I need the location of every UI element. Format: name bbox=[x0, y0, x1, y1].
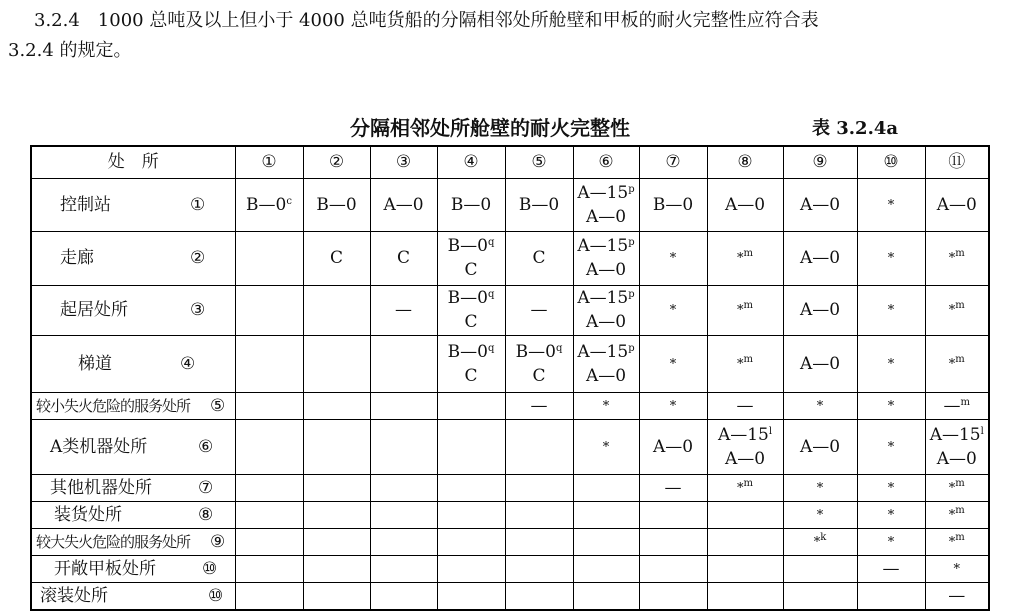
table-row bbox=[31, 285, 989, 335]
intro-line-1: 3.2.4 1000 总吨及以上但小于 4000 总吨货船的分隔相邻处所舱壁和甲板的耐火完整性应符合表 bbox=[34, 10, 819, 31]
row-name: A类机器处所 bbox=[50, 436, 148, 457]
col-header-4: ④ bbox=[437, 146, 505, 178]
row-name: 走廊 bbox=[60, 248, 94, 268]
cell-footnote: m bbox=[955, 477, 965, 489]
cell-value: B—0 bbox=[515, 341, 556, 362]
table-cell bbox=[783, 528, 857, 555]
row-number: ⑨ bbox=[210, 531, 226, 552]
table-row bbox=[31, 582, 989, 610]
table-cell bbox=[573, 582, 639, 610]
table-cell bbox=[437, 231, 505, 285]
table-caption bbox=[0, 112, 1021, 140]
cell-value: * bbox=[948, 480, 956, 496]
table-cell bbox=[707, 582, 783, 610]
table-cell bbox=[437, 335, 505, 392]
table-cell bbox=[303, 528, 370, 555]
table-cell bbox=[303, 335, 370, 392]
cell-value: * bbox=[887, 439, 895, 455]
col-header-5: ⑤ bbox=[505, 146, 573, 178]
table-cell bbox=[437, 501, 505, 528]
table-cell bbox=[437, 178, 505, 231]
table-row bbox=[31, 528, 989, 555]
table-cell bbox=[505, 285, 573, 335]
row-number: ② bbox=[190, 248, 206, 268]
table-cell bbox=[639, 501, 707, 528]
cell-value: * bbox=[887, 356, 895, 372]
cell-value: A—15 bbox=[717, 424, 769, 445]
row-header-5 bbox=[31, 392, 235, 419]
table-cell bbox=[925, 419, 989, 474]
table-cell bbox=[639, 178, 707, 231]
cell-value-line2: C bbox=[464, 312, 478, 332]
table-cell bbox=[783, 392, 857, 419]
table-cell bbox=[573, 555, 639, 582]
table-cell bbox=[925, 582, 989, 610]
cell-value: * bbox=[816, 480, 824, 496]
table-cell bbox=[370, 335, 437, 392]
cell-value: * bbox=[887, 507, 895, 523]
cell-value-line2: A—0 bbox=[585, 365, 627, 386]
cell-value: — bbox=[530, 300, 548, 320]
table-cell bbox=[573, 419, 639, 474]
cell-value: * bbox=[948, 251, 956, 266]
table-cell bbox=[573, 335, 639, 392]
table-cell bbox=[857, 528, 925, 555]
table-cell bbox=[370, 528, 437, 555]
cell-footnote: p bbox=[628, 183, 635, 195]
table-cell bbox=[857, 335, 925, 392]
table-cell bbox=[505, 555, 573, 582]
table-cell bbox=[857, 419, 925, 474]
col-header-11: ⑪ bbox=[925, 146, 989, 178]
cell-value: * bbox=[948, 356, 956, 372]
cell-value-line2: A—0 bbox=[724, 448, 766, 469]
table-cell bbox=[370, 582, 437, 610]
cell-footnote: p bbox=[628, 289, 635, 300]
table-row bbox=[31, 474, 989, 501]
cell-value: * bbox=[887, 534, 895, 550]
table-cell bbox=[639, 231, 707, 285]
fire-integrity-table bbox=[30, 145, 990, 611]
table-title: 分隔相邻处所舱壁的耐火完整性 bbox=[350, 116, 630, 140]
table-cell bbox=[505, 582, 573, 610]
cell-value: * bbox=[948, 507, 956, 523]
table-cell bbox=[505, 231, 573, 285]
cell-footnote: l bbox=[980, 425, 984, 437]
table-cell bbox=[370, 419, 437, 474]
cell-value-line2: A—0 bbox=[936, 448, 977, 469]
table-cell bbox=[857, 555, 925, 582]
table-cell bbox=[783, 501, 857, 528]
cell-value: * bbox=[737, 480, 744, 496]
row-header-1 bbox=[31, 178, 235, 231]
table-row bbox=[31, 178, 989, 231]
cell-footnote: q bbox=[555, 342, 563, 354]
cell-value: * bbox=[948, 534, 956, 550]
table-cell bbox=[783, 582, 857, 610]
row-name: 开敞甲板处所 bbox=[54, 558, 156, 579]
table-cell bbox=[303, 285, 370, 335]
cell-value: * bbox=[816, 507, 824, 523]
row-name: 梯道 bbox=[78, 353, 112, 374]
col-header-10: ⑩ bbox=[857, 146, 925, 178]
table-cell bbox=[707, 285, 783, 335]
cell-value: C bbox=[396, 248, 410, 268]
table-cell bbox=[303, 178, 370, 231]
cell-value: * bbox=[887, 251, 895, 266]
table-cell bbox=[639, 555, 707, 582]
table-cell bbox=[857, 582, 925, 610]
cell-value: * bbox=[669, 356, 677, 372]
row-number: ⑧ bbox=[198, 504, 214, 525]
cell-value: C bbox=[329, 248, 343, 268]
table-cell bbox=[783, 231, 857, 285]
table-cell bbox=[370, 555, 437, 582]
cell-value: A—0 bbox=[799, 248, 841, 268]
table-cell bbox=[303, 474, 370, 501]
table-cell bbox=[303, 582, 370, 610]
header-corner-label: 处 所 bbox=[31, 146, 235, 178]
cell-value: — bbox=[736, 395, 754, 416]
cell-footnote: m bbox=[960, 396, 970, 408]
cell-footnote: m bbox=[743, 353, 753, 365]
table-cell bbox=[437, 555, 505, 582]
cell-value: B—0 bbox=[447, 236, 488, 256]
table-cell bbox=[857, 501, 925, 528]
table-row bbox=[31, 501, 989, 528]
cell-value: B—0 bbox=[447, 288, 488, 308]
col-header-3: ③ bbox=[370, 146, 437, 178]
cell-value: * bbox=[602, 439, 610, 455]
cell-footnote: c bbox=[286, 195, 292, 207]
table-cell bbox=[370, 501, 437, 528]
table-cell bbox=[639, 392, 707, 419]
cell-value: B—0 bbox=[450, 194, 492, 215]
table-cell bbox=[235, 178, 303, 231]
table-cell bbox=[573, 528, 639, 555]
col-header-6: ⑥ bbox=[573, 146, 639, 178]
table-cell bbox=[303, 231, 370, 285]
table-cell bbox=[857, 392, 925, 419]
cell-value: A—0 bbox=[799, 353, 841, 374]
table-cell bbox=[783, 555, 857, 582]
cell-footnote: p bbox=[628, 237, 635, 248]
table-cell bbox=[505, 419, 573, 474]
cell-value: * bbox=[669, 398, 677, 414]
cell-value: * bbox=[669, 303, 677, 318]
cell-footnote: m bbox=[955, 248, 965, 259]
cell-value: * bbox=[737, 303, 744, 318]
table-cell bbox=[925, 555, 989, 582]
table-cell bbox=[925, 335, 989, 392]
cell-value: * bbox=[602, 398, 610, 414]
row-header-8 bbox=[31, 501, 235, 528]
cell-value: — bbox=[395, 300, 412, 320]
cell-value: * bbox=[887, 480, 895, 496]
table-cell bbox=[505, 392, 573, 419]
cell-value: * bbox=[887, 303, 895, 318]
table-cell bbox=[370, 178, 437, 231]
cell-value: A—15 bbox=[929, 424, 981, 445]
col-header-9: ⑨ bbox=[783, 146, 857, 178]
cell-footnote: q bbox=[487, 342, 495, 354]
cell-value: B—0 bbox=[246, 194, 287, 215]
cell-value: * bbox=[887, 197, 895, 213]
table-cell bbox=[857, 231, 925, 285]
row-number: ⑩ bbox=[202, 558, 218, 579]
table-cell bbox=[639, 419, 707, 474]
table-cell bbox=[707, 178, 783, 231]
table-row bbox=[31, 419, 989, 474]
row-header-4 bbox=[31, 335, 235, 392]
row-name: 起居处所 bbox=[60, 300, 128, 320]
col-header-2: ② bbox=[303, 146, 370, 178]
cell-value: B—0 bbox=[518, 194, 560, 215]
table-cell bbox=[437, 419, 505, 474]
table-cell bbox=[639, 335, 707, 392]
table-cell bbox=[707, 335, 783, 392]
cell-value: A—0 bbox=[799, 300, 841, 320]
cell-footnote: p bbox=[628, 342, 635, 354]
table-cell bbox=[925, 474, 989, 501]
row-name: 较大失火危险的服务处所 bbox=[36, 532, 191, 551]
cell-value: A—0 bbox=[799, 436, 841, 457]
table-cell bbox=[707, 501, 783, 528]
table-number: 表 3.2.4a bbox=[812, 118, 899, 139]
table-cell bbox=[783, 285, 857, 335]
table-cell bbox=[505, 178, 573, 231]
cell-value-line2: C bbox=[464, 260, 478, 280]
row-name: 较小失火危险的服务处所 bbox=[36, 396, 191, 415]
table-cell bbox=[303, 419, 370, 474]
table-cell bbox=[925, 231, 989, 285]
row-number: ⑩ bbox=[208, 585, 224, 606]
table-cell bbox=[370, 392, 437, 419]
table-cell bbox=[783, 335, 857, 392]
cell-footnote: m bbox=[955, 504, 965, 516]
cell-value: C bbox=[532, 248, 546, 268]
row-header-3 bbox=[31, 285, 235, 335]
cell-value: * bbox=[887, 398, 895, 414]
table-cell bbox=[573, 231, 639, 285]
table-cell bbox=[783, 178, 857, 231]
row-number: ④ bbox=[180, 353, 196, 374]
table-cell bbox=[505, 528, 573, 555]
col-header-7: ⑦ bbox=[639, 146, 707, 178]
table-cell bbox=[505, 501, 573, 528]
cell-value: * bbox=[737, 251, 744, 266]
col-header-1: ① bbox=[235, 146, 303, 178]
table-row bbox=[31, 392, 989, 419]
table-cell bbox=[573, 501, 639, 528]
table-cell bbox=[857, 474, 925, 501]
table-cell bbox=[505, 474, 573, 501]
table-cell bbox=[925, 528, 989, 555]
row-number: ③ bbox=[190, 300, 206, 320]
row-name: 其他机器处所 bbox=[50, 477, 152, 498]
table-cell bbox=[639, 474, 707, 501]
table-cell bbox=[235, 528, 303, 555]
cell-value: * bbox=[669, 251, 677, 266]
cell-value: * bbox=[953, 561, 960, 577]
table-cell bbox=[573, 474, 639, 501]
cell-value-line2: A—0 bbox=[585, 312, 627, 332]
table-cell bbox=[370, 285, 437, 335]
table-cell bbox=[707, 392, 783, 419]
cell-value: B—0 bbox=[652, 194, 694, 215]
intro-paragraph bbox=[0, 6, 1021, 66]
cell-value: — bbox=[664, 477, 682, 498]
cell-value: A—15 bbox=[577, 182, 629, 203]
cell-value: * bbox=[948, 303, 956, 318]
cell-value-line2: A—0 bbox=[585, 206, 627, 227]
cell-value: — bbox=[882, 558, 900, 579]
table-cell bbox=[857, 285, 925, 335]
table-row bbox=[31, 555, 989, 582]
cell-value: * bbox=[737, 356, 744, 372]
table-row bbox=[31, 231, 989, 285]
table-row bbox=[31, 335, 989, 392]
table-cell bbox=[370, 474, 437, 501]
cell-value: A—0 bbox=[936, 194, 977, 215]
cell-value: A—15 bbox=[577, 288, 629, 308]
row-header-10 bbox=[31, 555, 235, 582]
row-number: ⑤ bbox=[210, 395, 226, 416]
cell-footnote: m bbox=[743, 477, 753, 489]
intro-line-2: 3.2.4 的规定。 bbox=[8, 40, 132, 61]
table-cell bbox=[639, 582, 707, 610]
table-cell bbox=[235, 419, 303, 474]
table-cell bbox=[707, 474, 783, 501]
cell-footnote: q bbox=[487, 289, 495, 300]
table-cell bbox=[437, 582, 505, 610]
cell-footnote: m bbox=[743, 248, 753, 259]
table-cell bbox=[303, 392, 370, 419]
cell-footnote: q bbox=[487, 237, 495, 248]
table-cell bbox=[639, 528, 707, 555]
table-cell bbox=[573, 178, 639, 231]
table-cell bbox=[573, 392, 639, 419]
cell-value: A—15 bbox=[577, 341, 629, 362]
cell-footnote: m bbox=[955, 300, 965, 311]
table-cell bbox=[437, 474, 505, 501]
cell-value-line2: C bbox=[464, 365, 478, 386]
table-cell bbox=[303, 501, 370, 528]
row-number: ① bbox=[190, 194, 206, 215]
table-cell bbox=[857, 178, 925, 231]
cell-value: B—0 bbox=[447, 341, 488, 362]
table-cell bbox=[707, 419, 783, 474]
table-cell bbox=[437, 285, 505, 335]
row-header-11 bbox=[31, 582, 235, 610]
cell-value-line2: A—0 bbox=[585, 260, 627, 280]
row-header-2 bbox=[31, 231, 235, 285]
table-cell bbox=[925, 178, 989, 231]
cell-value: A—0 bbox=[383, 194, 424, 215]
cell-value: A—0 bbox=[799, 194, 841, 215]
row-number: ⑦ bbox=[198, 477, 214, 498]
table-cell bbox=[783, 419, 857, 474]
row-header-9 bbox=[31, 528, 235, 555]
cell-value: B—0 bbox=[316, 194, 357, 215]
table-header-row bbox=[31, 146, 989, 178]
table-cell bbox=[707, 528, 783, 555]
cell-footnote: m bbox=[743, 300, 753, 311]
row-name: 装货处所 bbox=[54, 504, 122, 525]
table-cell bbox=[235, 474, 303, 501]
row-header-7 bbox=[31, 474, 235, 501]
cell-footnote: l bbox=[768, 425, 773, 437]
table-cell bbox=[370, 231, 437, 285]
cell-value: * bbox=[816, 398, 824, 414]
table-cell bbox=[925, 285, 989, 335]
row-number: ⑥ bbox=[198, 436, 214, 457]
cell-footnote: m bbox=[955, 353, 965, 365]
table-cell bbox=[505, 335, 573, 392]
col-header-8: ⑧ bbox=[707, 146, 783, 178]
table-cell bbox=[437, 392, 505, 419]
cell-value: A—0 bbox=[724, 194, 766, 215]
cell-value: — bbox=[530, 395, 548, 416]
cell-value-line2: C bbox=[532, 365, 546, 386]
table-cell bbox=[573, 285, 639, 335]
table-cell bbox=[235, 555, 303, 582]
table-cell bbox=[707, 555, 783, 582]
table-cell bbox=[925, 501, 989, 528]
cell-footnote: k bbox=[820, 531, 827, 543]
cell-value: A—0 bbox=[652, 436, 694, 457]
table-cell bbox=[235, 392, 303, 419]
table-cell bbox=[707, 231, 783, 285]
cell-value: — bbox=[943, 395, 961, 416]
cell-value: * bbox=[813, 534, 821, 550]
table-cell bbox=[783, 474, 857, 501]
table-cell bbox=[235, 285, 303, 335]
table-cell bbox=[235, 335, 303, 392]
table-cell bbox=[925, 392, 989, 419]
row-name: 滚装处所 bbox=[40, 585, 108, 606]
table-cell bbox=[235, 501, 303, 528]
table-cell bbox=[235, 582, 303, 610]
cell-footnote: m bbox=[955, 531, 965, 543]
table-cell bbox=[303, 555, 370, 582]
table-cell bbox=[437, 528, 505, 555]
table-cell bbox=[235, 231, 303, 285]
row-name: 控制站 bbox=[60, 194, 111, 215]
cell-value: A—15 bbox=[577, 236, 629, 256]
table-cell bbox=[639, 285, 707, 335]
row-header-6 bbox=[31, 419, 235, 474]
cell-value: — bbox=[948, 585, 966, 606]
